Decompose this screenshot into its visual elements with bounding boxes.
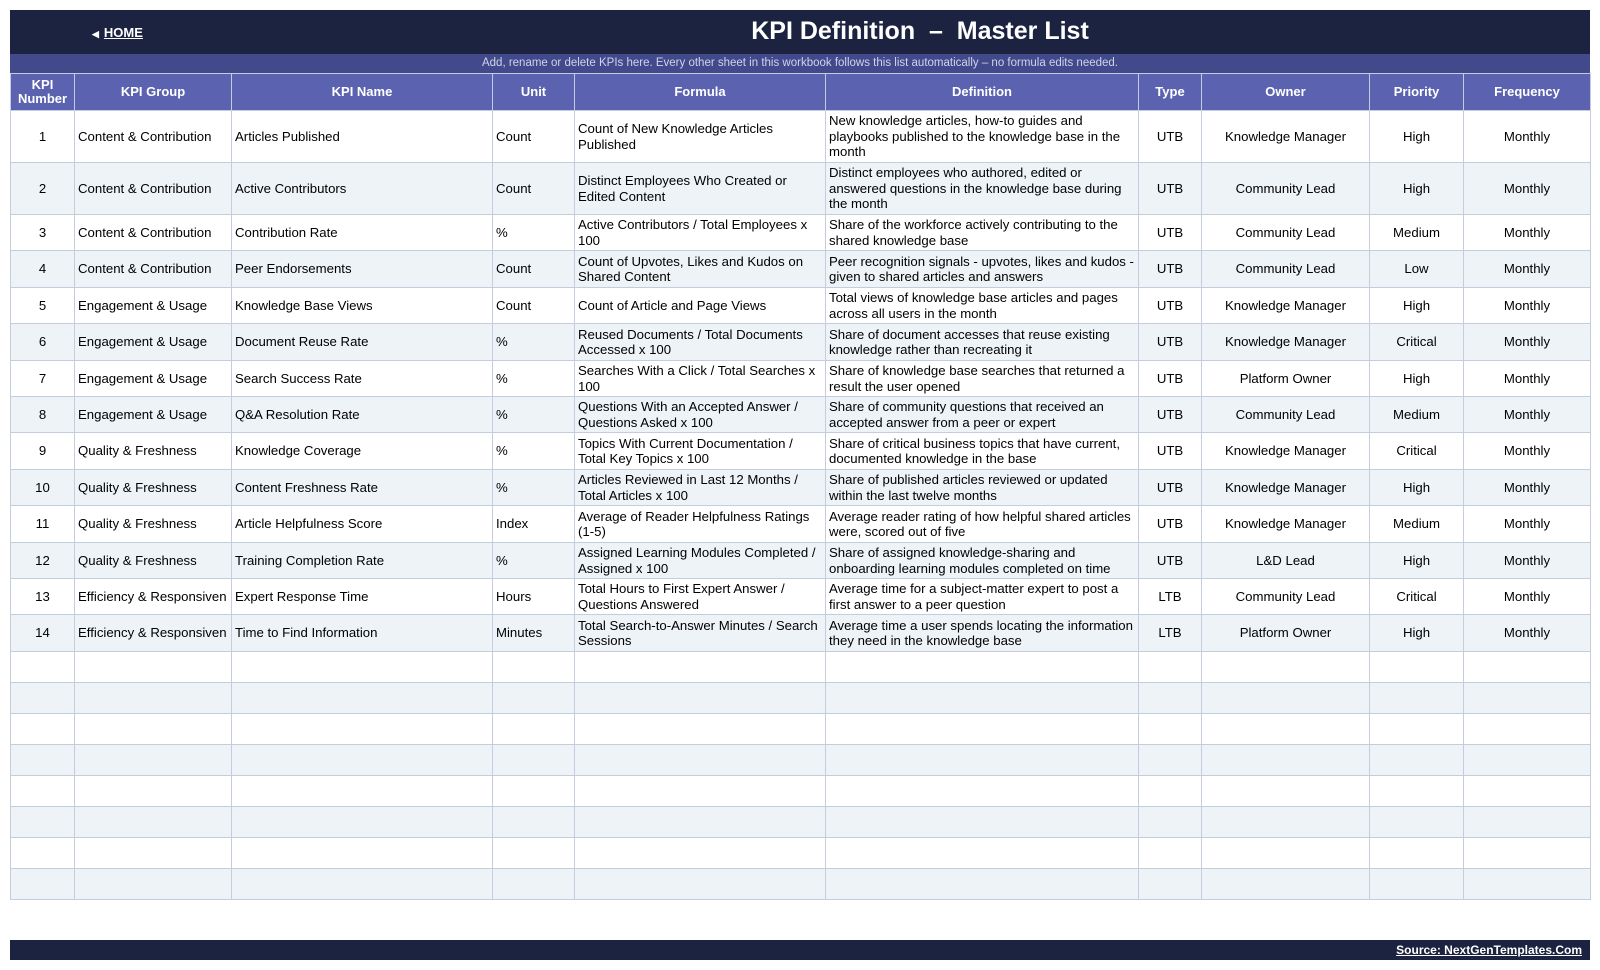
cell-definition[interactable]: Share of document accesses that reuse existing knowledge rather than recreating it <box>826 324 1139 361</box>
cell-kpi-number[interactable]: 14 <box>11 615 75 652</box>
empty-cell[interactable] <box>232 652 493 683</box>
cell-formula[interactable]: Questions With an Accepted Answer / Questions Asked x 100 <box>575 397 826 433</box>
cell-frequency[interactable]: Monthly <box>1464 506 1591 543</box>
cell-kpi-name[interactable]: Time to Find Information <box>232 615 493 652</box>
cell-formula[interactable]: Count of New Knowledge Articles Published <box>575 111 826 163</box>
empty-cell[interactable] <box>575 807 826 838</box>
table-row[interactable] <box>11 163 1591 215</box>
empty-cell[interactable] <box>575 714 826 745</box>
column-header-owner[interactable]: Owner <box>1202 74 1370 111</box>
cell-definition[interactable]: Share of knowledge base searches that returned a result the user opened <box>826 361 1139 397</box>
cell-frequency[interactable]: Monthly <box>1464 579 1591 615</box>
cell-formula[interactable]: Total Hours to First Expert Answer / Questions Answered <box>575 579 826 615</box>
home-link[interactable] <box>92 25 143 40</box>
cell-definition[interactable]: Share of critical business topics that have current, documented knowledge in the base <box>826 433 1139 470</box>
cell-kpi-name[interactable]: Document Reuse Rate <box>232 324 493 361</box>
column-header-kpi-name[interactable]: KPI Name <box>232 74 493 111</box>
empty-cell[interactable] <box>1464 807 1591 838</box>
empty-cell[interactable] <box>493 869 575 900</box>
cell-type[interactable]: LTB <box>1139 579 1202 615</box>
column-header-formula[interactable]: Formula <box>575 74 826 111</box>
empty-cell[interactable] <box>232 869 493 900</box>
cell-definition[interactable]: Share of published articles reviewed or updated within the last twelve months <box>826 470 1139 506</box>
empty-cell[interactable] <box>826 776 1139 807</box>
triangle-left-icon: ◀ <box>92 29 99 39</box>
cell-kpi-name[interactable]: Articles Published <box>232 111 493 163</box>
empty-row[interactable] <box>11 745 1591 776</box>
cell-kpi-number[interactable]: 7 <box>11 361 75 397</box>
empty-cell[interactable] <box>1202 652 1370 683</box>
cell-definition[interactable]: Distinct employees who authored, edited or answered questions in the knowledge base during the month <box>826 163 1139 215</box>
column-header-type[interactable]: Type <box>1139 74 1202 111</box>
empty-cell[interactable] <box>232 807 493 838</box>
cell-owner[interactable]: Community Lead <box>1202 579 1370 615</box>
cell-formula[interactable]: Distinct Employees Who Created or Edited Content <box>575 163 826 215</box>
empty-row[interactable] <box>11 869 1591 900</box>
empty-cell[interactable] <box>1202 776 1370 807</box>
empty-cell[interactable] <box>826 652 1139 683</box>
empty-cell[interactable] <box>1202 714 1370 745</box>
cell-definition[interactable]: Share of assigned knowledge-sharing and onboarding learning modules completed on time <box>826 543 1139 579</box>
cell-formula[interactable]: Total Search-to-Answer Minutes / Search Sessions <box>575 615 826 652</box>
cell-definition[interactable]: Average time a user spends locating the information they need in the knowledge base <box>826 615 1139 652</box>
cell-formula[interactable]: Searches With a Click / Total Searches x 100 <box>575 361 826 397</box>
column-header-unit[interactable]: Unit <box>493 74 575 111</box>
cell-type[interactable]: UTB <box>1139 215 1202 251</box>
empty-cell[interactable] <box>575 745 826 776</box>
cell-definition[interactable]: Average time for a subject-matter expert to post a first answer to a peer question <box>826 579 1139 615</box>
cell-kpi-name[interactable]: Article Helpfulness Score <box>232 506 493 543</box>
cell-kpi-name[interactable]: Q&A Resolution Rate <box>232 397 493 433</box>
empty-cell[interactable] <box>1202 869 1370 900</box>
empty-cell[interactable] <box>493 683 575 714</box>
table-row[interactable] <box>11 288 1591 324</box>
cell-owner[interactable]: Community Lead <box>1202 397 1370 433</box>
cell-formula[interactable]: Average of Reader Helpfulness Ratings (1-5) <box>575 506 826 543</box>
cell-kpi-group[interactable]: Efficiency & Responsiven <box>75 579 232 615</box>
cell-frequency[interactable]: Monthly <box>1464 111 1591 163</box>
cell-type[interactable]: UTB <box>1139 397 1202 433</box>
empty-cell[interactable] <box>493 807 575 838</box>
cell-priority[interactable]: High <box>1370 163 1464 215</box>
empty-cell[interactable] <box>1139 869 1202 900</box>
cell-owner[interactable]: Knowledge Manager <box>1202 506 1370 543</box>
empty-cell[interactable] <box>1139 776 1202 807</box>
cell-kpi-name[interactable]: Expert Response Time <box>232 579 493 615</box>
cell-unit[interactable]: % <box>493 215 575 251</box>
empty-cell[interactable] <box>493 776 575 807</box>
cell-priority[interactable]: Medium <box>1370 397 1464 433</box>
empty-cell[interactable] <box>1139 807 1202 838</box>
cell-type[interactable]: UTB <box>1139 324 1202 361</box>
cell-unit[interactable]: Count <box>493 288 575 324</box>
cell-owner[interactable]: Platform Owner <box>1202 615 1370 652</box>
cell-type[interactable]: UTB <box>1139 111 1202 163</box>
empty-cell[interactable] <box>232 745 493 776</box>
column-header-kpi-number[interactable]: KPI Number <box>11 74 75 111</box>
cell-formula[interactable]: Reused Documents / Total Documents Accessed x 100 <box>575 324 826 361</box>
cell-type[interactable]: UTB <box>1139 361 1202 397</box>
empty-row[interactable] <box>11 714 1591 745</box>
cell-definition[interactable]: Average reader rating of how helpful shared articles were, scored out of five <box>826 506 1139 543</box>
empty-cell[interactable] <box>75 776 232 807</box>
empty-row[interactable] <box>11 838 1591 869</box>
instructions-bar: Add, rename or delete KPIs here. Every other sheet in this workbook follows this list automatically – no formula edits needed. <box>10 54 1590 73</box>
cell-kpi-number[interactable]: 11 <box>11 506 75 543</box>
cell-frequency[interactable]: Monthly <box>1464 433 1591 470</box>
cell-frequency[interactable]: Monthly <box>1464 361 1591 397</box>
empty-cell[interactable] <box>11 807 75 838</box>
empty-cell[interactable] <box>75 869 232 900</box>
cell-definition[interactable]: New knowledge articles, how-to guides and playbooks published to the knowledge base in the month <box>826 111 1139 163</box>
cell-frequency[interactable]: Monthly <box>1464 251 1591 288</box>
empty-cell[interactable] <box>1370 652 1464 683</box>
cell-kpi-group[interactable]: Engagement & Usage <box>75 397 232 433</box>
cell-type[interactable]: UTB <box>1139 543 1202 579</box>
cell-kpi-number[interactable]: 6 <box>11 324 75 361</box>
empty-row[interactable] <box>11 776 1591 807</box>
empty-cell[interactable] <box>1202 745 1370 776</box>
empty-cell[interactable] <box>1139 652 1202 683</box>
cell-frequency[interactable]: Monthly <box>1464 470 1591 506</box>
table-row[interactable] <box>11 361 1591 397</box>
empty-cell[interactable] <box>575 838 826 869</box>
empty-cell[interactable] <box>11 869 75 900</box>
empty-cell[interactable] <box>493 838 575 869</box>
cell-formula[interactable]: Active Contributors / Total Employees x 100 <box>575 215 826 251</box>
empty-cell[interactable] <box>826 683 1139 714</box>
cell-priority[interactable]: Low <box>1370 251 1464 288</box>
cell-unit[interactable]: % <box>493 397 575 433</box>
cell-kpi-group[interactable]: Efficiency & Responsiven <box>75 615 232 652</box>
cell-frequency[interactable]: Monthly <box>1464 397 1591 433</box>
cell-definition[interactable]: Peer recognition signals - upvotes, likes and kudos - given to shared articles and answers <box>826 251 1139 288</box>
cell-kpi-group[interactable]: Content & Contribution <box>75 163 232 215</box>
cell-frequency[interactable]: Monthly <box>1464 324 1591 361</box>
empty-cell[interactable] <box>75 714 232 745</box>
empty-cell[interactable] <box>575 776 826 807</box>
empty-cell[interactable] <box>11 714 75 745</box>
cell-kpi-number[interactable]: 10 <box>11 470 75 506</box>
cell-kpi-name[interactable]: Peer Endorsements <box>232 251 493 288</box>
empty-cell[interactable] <box>232 683 493 714</box>
empty-cell[interactable] <box>1464 869 1591 900</box>
cell-kpi-name[interactable]: Active Contributors <box>232 163 493 215</box>
empty-cell[interactable] <box>575 652 826 683</box>
empty-cell[interactable] <box>1370 838 1464 869</box>
table-row[interactable] <box>11 251 1591 288</box>
cell-priority[interactable]: High <box>1370 470 1464 506</box>
cell-kpi-name[interactable]: Content Freshness Rate <box>232 470 493 506</box>
cell-priority[interactable]: Medium <box>1370 215 1464 251</box>
cell-formula[interactable]: Articles Reviewed in Last 12 Months / Total Articles x 100 <box>575 470 826 506</box>
column-header-definition[interactable]: Definition <box>826 74 1139 111</box>
cell-frequency[interactable]: Monthly <box>1464 215 1591 251</box>
cell-kpi-group[interactable]: Quality & Freshness <box>75 433 232 470</box>
cell-priority[interactable]: Critical <box>1370 433 1464 470</box>
cell-kpi-name[interactable]: Contribution Rate <box>232 215 493 251</box>
empty-cell[interactable] <box>1202 807 1370 838</box>
table-row[interactable] <box>11 215 1591 251</box>
cell-unit[interactable]: Count <box>493 111 575 163</box>
cell-unit[interactable]: % <box>493 324 575 361</box>
cell-kpi-number[interactable]: 8 <box>11 397 75 433</box>
cell-kpi-group[interactable]: Quality & Freshness <box>75 470 232 506</box>
cell-priority[interactable]: Medium <box>1370 506 1464 543</box>
empty-cell[interactable] <box>11 838 75 869</box>
table-row[interactable] <box>11 506 1591 543</box>
cell-frequency[interactable]: Monthly <box>1464 288 1591 324</box>
empty-cell[interactable] <box>1139 838 1202 869</box>
page-title: KPI Definition – Master List <box>751 17 1089 45</box>
empty-cell[interactable] <box>826 714 1139 745</box>
empty-cell[interactable] <box>826 869 1139 900</box>
cell-kpi-number[interactable]: 12 <box>11 543 75 579</box>
empty-cell[interactable] <box>11 683 75 714</box>
cell-unit[interactable]: % <box>493 433 575 470</box>
empty-cell[interactable] <box>1370 745 1464 776</box>
cell-type[interactable]: UTB <box>1139 288 1202 324</box>
cell-unit[interactable]: Count <box>493 163 575 215</box>
cell-kpi-group[interactable]: Quality & Freshness <box>75 506 232 543</box>
empty-cell[interactable] <box>1202 838 1370 869</box>
cell-unit[interactable]: Count <box>493 251 575 288</box>
table-row[interactable] <box>11 470 1591 506</box>
cell-priority[interactable]: High <box>1370 543 1464 579</box>
cell-kpi-number[interactable]: 2 <box>11 163 75 215</box>
table-row[interactable] <box>11 615 1591 652</box>
cell-unit[interactable]: Hours <box>493 579 575 615</box>
cell-owner[interactable]: Knowledge Manager <box>1202 470 1370 506</box>
empty-cell[interactable] <box>11 652 75 683</box>
empty-cell[interactable] <box>826 807 1139 838</box>
cell-definition[interactable]: Share of community questions that received an accepted answer from a peer or expert <box>826 397 1139 433</box>
empty-cell[interactable] <box>1139 714 1202 745</box>
empty-cell[interactable] <box>575 869 826 900</box>
cell-formula[interactable]: Count of Upvotes, Likes and Kudos on Shared Content <box>575 251 826 288</box>
empty-cell[interactable] <box>75 745 232 776</box>
cell-kpi-name[interactable]: Knowledge Coverage <box>232 433 493 470</box>
empty-cell[interactable] <box>1464 838 1591 869</box>
cell-kpi-group[interactable]: Engagement & Usage <box>75 324 232 361</box>
cell-kpi-name[interactable]: Knowledge Base Views <box>232 288 493 324</box>
cell-kpi-number[interactable]: 5 <box>11 288 75 324</box>
empty-cell[interactable] <box>1370 776 1464 807</box>
empty-cell[interactable] <box>75 683 232 714</box>
cell-kpi-group[interactable]: Quality & Freshness <box>75 543 232 579</box>
table-row[interactable] <box>11 324 1591 361</box>
cell-owner[interactable]: Community Lead <box>1202 215 1370 251</box>
cell-kpi-group[interactable]: Engagement & Usage <box>75 361 232 397</box>
empty-cell[interactable] <box>1464 714 1591 745</box>
empty-cell[interactable] <box>1464 652 1591 683</box>
empty-cell[interactable] <box>1139 745 1202 776</box>
empty-cell[interactable] <box>1464 745 1591 776</box>
cell-owner[interactable]: Knowledge Manager <box>1202 288 1370 324</box>
empty-row[interactable] <box>11 683 1591 714</box>
empty-cell[interactable] <box>75 652 232 683</box>
cell-type[interactable]: LTB <box>1139 615 1202 652</box>
empty-row[interactable] <box>11 652 1591 683</box>
cell-frequency[interactable]: Monthly <box>1464 543 1591 579</box>
cell-kpi-number[interactable]: 4 <box>11 251 75 288</box>
cell-type[interactable]: UTB <box>1139 506 1202 543</box>
empty-cell[interactable] <box>75 838 232 869</box>
cell-kpi-number[interactable]: 3 <box>11 215 75 251</box>
cell-kpi-group[interactable]: Engagement & Usage <box>75 288 232 324</box>
empty-cell[interactable] <box>493 652 575 683</box>
empty-cell[interactable] <box>493 714 575 745</box>
empty-cell[interactable] <box>1464 776 1591 807</box>
column-header-frequency[interactable]: Frequency <box>1464 74 1591 111</box>
column-header-priority[interactable]: Priority <box>1370 74 1464 111</box>
cell-unit[interactable]: % <box>493 361 575 397</box>
cell-formula[interactable]: Topics With Current Documentation / Total Key Topics x 100 <box>575 433 826 470</box>
cell-definition[interactable]: Total views of knowledge base articles and pages across all users in the month <box>826 288 1139 324</box>
cell-unit[interactable]: Index <box>493 506 575 543</box>
empty-cell[interactable] <box>1139 683 1202 714</box>
cell-owner[interactable]: Knowledge Manager <box>1202 111 1370 163</box>
cell-formula[interactable]: Count of Article and Page Views <box>575 288 826 324</box>
cell-priority[interactable]: High <box>1370 361 1464 397</box>
cell-priority[interactable]: High <box>1370 288 1464 324</box>
empty-cell[interactable] <box>826 838 1139 869</box>
table-row[interactable] <box>11 433 1591 470</box>
empty-cell[interactable] <box>1464 683 1591 714</box>
empty-cell[interactable] <box>232 776 493 807</box>
cell-kpi-name[interactable]: Search Success Rate <box>232 361 493 397</box>
cell-priority[interactable]: Critical <box>1370 324 1464 361</box>
home-link-label: HOME <box>103 25 143 40</box>
footer-bar <box>10 940 1590 960</box>
empty-cell[interactable] <box>826 745 1139 776</box>
empty-cell[interactable] <box>11 776 75 807</box>
cell-owner[interactable]: Community Lead <box>1202 251 1370 288</box>
cell-owner[interactable]: Knowledge Manager <box>1202 433 1370 470</box>
table-row[interactable] <box>11 397 1591 433</box>
empty-cell[interactable] <box>232 838 493 869</box>
empty-cell[interactable] <box>1370 683 1464 714</box>
empty-cell[interactable] <box>1370 714 1464 745</box>
empty-cell[interactable] <box>232 714 493 745</box>
table-row[interactable] <box>11 543 1591 579</box>
cell-priority[interactable]: High <box>1370 615 1464 652</box>
cell-owner[interactable]: L&D Lead <box>1202 543 1370 579</box>
empty-row[interactable] <box>11 807 1591 838</box>
empty-cell[interactable] <box>1202 683 1370 714</box>
empty-cell[interactable] <box>1370 869 1464 900</box>
kpi-table <box>10 73 1591 900</box>
cell-kpi-number[interactable]: 1 <box>11 111 75 163</box>
cell-kpi-group[interactable]: Content & Contribution <box>75 111 232 163</box>
cell-priority[interactable]: Critical <box>1370 579 1464 615</box>
empty-cell[interactable] <box>1370 807 1464 838</box>
cell-owner[interactable]: Community Lead <box>1202 163 1370 215</box>
cell-type[interactable]: UTB <box>1139 251 1202 288</box>
cell-type[interactable]: UTB <box>1139 163 1202 215</box>
cell-unit[interactable]: % <box>493 543 575 579</box>
column-header-kpi-group[interactable]: KPI Group <box>75 74 232 111</box>
cell-frequency[interactable]: Monthly <box>1464 163 1591 215</box>
cell-type[interactable]: UTB <box>1139 470 1202 506</box>
empty-cell[interactable] <box>493 745 575 776</box>
empty-cell[interactable] <box>575 683 826 714</box>
cell-type[interactable]: UTB <box>1139 433 1202 470</box>
cell-unit[interactable]: Minutes <box>493 615 575 652</box>
cell-owner[interactable]: Platform Owner <box>1202 361 1370 397</box>
cell-kpi-group[interactable]: Content & Contribution <box>75 251 232 288</box>
source-link[interactable]: Source: NextGenTemplates.Com <box>1396 943 1582 957</box>
column-header-row <box>11 74 1591 111</box>
empty-cell[interactable] <box>75 807 232 838</box>
cell-kpi-number[interactable]: 9 <box>11 433 75 470</box>
cell-kpi-name[interactable]: Training Completion Rate <box>232 543 493 579</box>
title-banner <box>10 10 1590 54</box>
cell-owner[interactable]: Knowledge Manager <box>1202 324 1370 361</box>
cell-priority[interactable]: High <box>1370 111 1464 163</box>
cell-kpi-group[interactable]: Content & Contribution <box>75 215 232 251</box>
table-row[interactable] <box>11 579 1591 615</box>
cell-kpi-number[interactable]: 13 <box>11 579 75 615</box>
empty-cell[interactable] <box>11 745 75 776</box>
cell-definition[interactable]: Share of the workforce actively contributing to the shared knowledge base <box>826 215 1139 251</box>
table-row[interactable] <box>11 111 1591 163</box>
cell-formula[interactable]: Assigned Learning Modules Completed / Assigned x 100 <box>575 543 826 579</box>
cell-frequency[interactable]: Monthly <box>1464 615 1591 652</box>
cell-unit[interactable]: % <box>493 470 575 506</box>
